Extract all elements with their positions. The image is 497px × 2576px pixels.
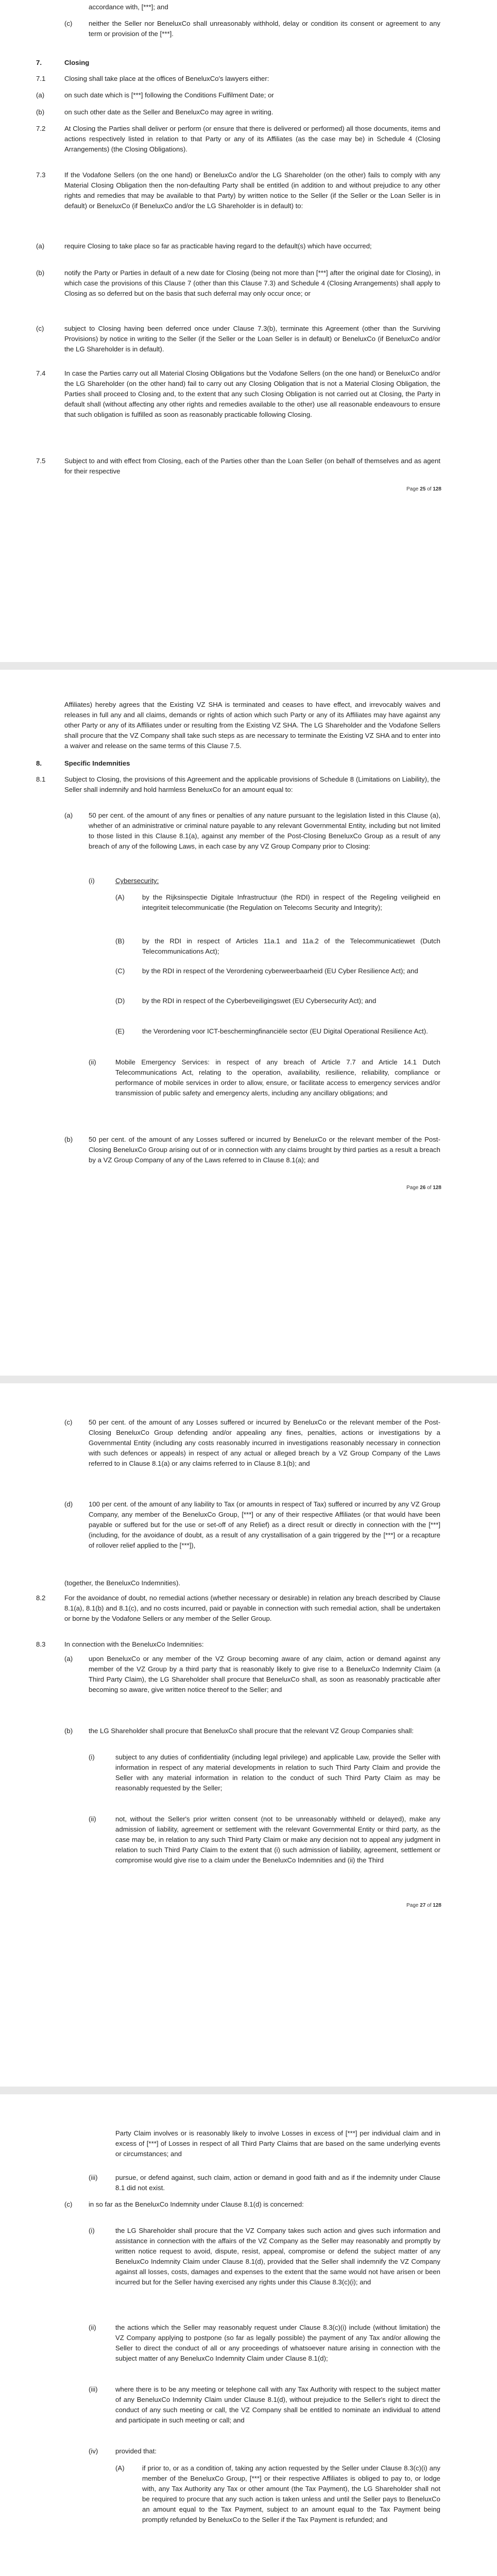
- clause-8-3-c-iii: (iii) where there is to be any meeting or telephone call with any Tax Authority with respect to the subject matter of any BeneluxCo Indemnity Claim under Clause 8.1(d), without prejudice to the Seller's right to direct the conduct of any such meeting or call, the VZ Company shall be entitled to nominate an individual to attend and participate in such meeting or call; and: [89, 2385, 440, 2424]
- section-heading-closing: 7. Closing: [36, 59, 90, 66]
- clause-8-1-a-i: (i) Cybersecurity:: [89, 877, 159, 885]
- cyber-item-A: (A) by the Rijksinspectie Digitale Infrastructuur (the RDI) in respect of the Regeling veiligheid en integriteit telecommunicatie (the Regulation on Telecoms Security and Integrity);: [115, 893, 440, 911]
- clause-7-2: 7.2 At Closing the Parties shall deliver or perform (or ensure that there is delivered or performed) all those documents, items and actions respectively listed in relation to that Party or any of its Affiliates (as the case may be) in Schedule 4 (Closing Arrangements) (the Closing Obligations).: [36, 125, 440, 153]
- section-heading-specific-indemnities: 8. Specific Indemnities: [36, 759, 130, 767]
- clause-8-3-c-i: (i) the LG Shareholder shall procure that the VZ Company takes such action and gives such information and assistance in connection with the affairs of the VZ Company as the Seller may reasonably and promptly by written notice request to avoid, dispute, resist, appeal, compromise or defend the subject matter of any BeneluxCo Indemnity Claim under Clause 8.1(d), provided that the Seller shall indemnify the VZ Company against all losses, costs, damages and expenses to the extent that the same would not have arisen or been incurred but for the Seller having exercised any rights under this Clause 8.3(c)(i); and: [89, 2227, 440, 2286]
- clause-8-3-b: (b) the LG Shareholder shall procure that BeneluxCo shall procure that the relevant VZ Group Companies shall:: [64, 1727, 414, 1735]
- clause-7-4: 7.4 In case the Parties carry out all Material Closing Obligations but the Vodafone Sellers (on the one hand) or BeneluxCo and/or the LG Shareholder (on the other hand) fail to carry out any Closing Obligation that is not a Material Closing Obligation, the Parties shall proceed to Closing and, to the extent that any such Closing Obligation is not carried out at Closing, the Party in default shall (without affecting any other rights and remedies available to the other) use all reasonable endeavours to ensure that such obligation is fulfilled as soon as reasonably practicable following Closing.: [36, 369, 440, 418]
- clause-7-5: 7.5 Subject to and with effect from Closing, each of the Parties other than the Loan Seller (on behalf of themselves and as agent for their respective: [36, 457, 440, 475]
- clause-7-1-a: (a) on such date which is [***] following the Conditions Fulfilment Date; or: [36, 91, 274, 99]
- document-page-26: [0, 670, 497, 1376]
- page-footer: Page 27 of 128: [406, 1903, 441, 1908]
- clause-6-tail: accordance with, [***]; and: [89, 3, 168, 11]
- clause-7-1-b: (b) on such other date as the Seller and BeneluxCo may agree in writing.: [36, 108, 273, 116]
- clause-7-3-b: (b) notify the Party or Parties in default of a new date for Closing (being not more than [***] after the original date for Closing), in which case the provisions of this Clause 7 (other than this Clause 7.3) and Schedule 4 (Closing Arrangements) shall apply to Closing as so deferred but on the basis that such deferral may only occur once; or: [36, 269, 440, 297]
- clause-8-1-d: (d) 100 per cent. of the amount of any liability to Tax (or amounts in respect of Tax) suffered or incurred by any VZ Group Company, any member of the BeneluxCo Group, [***] or any of their respective Affiliates (or that would have been payable or suffered but for the use or set-off of any Relief) as a direct result or directly in connection with the [***] (including, for the avoidance of doubt, as a result of any crystallisation of a gain triggered by the [***] or a recapture of rollover relief applied to the [***]),: [64, 1500, 440, 1549]
- clause-7-5-continued: Affiliates) hereby agrees that the Existing VZ SHA is terminated and ceases to have effect, and irrevocably waives and releases in full any and all claims, demands or rights of action which such Party or any of its Affiliates may have against any other Party or any of its Affiliates under or resulting from the Existing VZ SHA. The LG Shareholder and the Vodafone Sellers shall procure that the VZ Company shall take such steps as are necessary to terminate the Existing VZ SHA and to enter into a waiver and release on the same terms of this Clause 7.5.: [64, 701, 440, 750]
- clause-8-3-b-ii-continued: Party Claim involves or is reasonably likely to involve Losses in excess of [***] per individual claim and in excess of [***] of Losses in respect of all Third Party Claims that are based on the same underlying events or circumstances; and: [115, 2129, 440, 2158]
- document-page-28: [0, 2094, 497, 2576]
- clause-8-1-a: (a) 50 per cent. of the amount of any fines or penalties of any nature pursuant to the legislation listed in this Clause (a), whether of an administrative or criminal nature payable to any relevant Governmental Entity, including but not limited to those listed in this Clause 8.1(a), against any member of the Post-Closing BeneluxCo Group as a result of any breach of any of the following Laws, in each case by any VZ Group Company prior to Closing:: [64, 811, 440, 850]
- indemnities-definition: (together, the BeneluxCo Indemnities).: [64, 1579, 181, 1587]
- clause-7-1: 7.1 Closing shall take place at the offices of BeneluxCo's lawyers either:: [36, 75, 269, 82]
- clause-7-3: 7.3 If the Vodafone Sellers (on the one hand) or BeneluxCo and/or the LG Shareholder (on the other) fails to comply with any Material Closing Obligation then the non-defaulting Party shall be entitled (in addition to and without prejudice to any other rights and remedies that may be available to that Party) by written notice to the Seller (if the Seller or the Loan Seller is in default) or BeneluxCo (if BeneluxCo and/or the LG Shareholder is in default) to:: [36, 171, 440, 210]
- clause-8-1-c: (c) 50 per cent. of the amount of any Losses suffered or incurred by BeneluxCo or the relevant member of the Post-Closing BeneluxCo Group defending and/or appealing any fines, penalties, actions or investigations by a Governmental Entity (including any costs reasonably incurred in investigations reasonably necessary in connection with such defences or appeals) in respect of any actual or alleged breach by a VZ Group Company of the Laws referred to in Clause 8.1(a) or any claims referred to in Clause 8.1(b); and: [64, 1418, 440, 1467]
- clause-8-2: 8.2 For the avoidance of doubt, no remedial actions (whether necessary or desirable) in relation any breach described by Clause 8.1(a), 8.1(b) and 8.1(c), and no costs incurred, paid or payable in connection with such remedial action, shall be undertaken or borne by the Vodafone Sellers or any member of the Seller Group.: [36, 1594, 440, 1622]
- clause-8-3-c-ii: (ii) the actions which the Seller may reasonably request under Clause 8.3(c)(i) include (without limitation) the VZ Company applying to postpone (so far as legally possible) the payment of any Tax and/or allowing the Seller to direct the conduct of all or any proceedings of whatsoever nature arising in connection with the subject matter of any BeneluxCo Indemnity Claim under Clause 8.1(d);: [89, 2324, 440, 2362]
- clause-8-3-b-ii: (ii) not, without the Seller's prior written consent (not to be unreasonably withheld or delayed), make any admission of liability, agreement or settlement with the relevant Governmental Entity or third party, as the case may be, in relation to any such Third Party Claim or make any decision not to appeal any judgment in relation to such Third Party Claim to the extent that (i) such admission of liability, agreement, settlement or compromise would give rise to a claim under the BeneluxCo Indemnities and (ii) the Third: [89, 1815, 440, 1864]
- document-page-27: [0, 1383, 497, 2087]
- clause-8-3-b-i: (i) subject to any duties of confidentiality (including legal privilege) and applicable Law, provide the Seller with information in respect of any material developments in relation to such Third Party Claim and provide the Seller with any material information in relation to the conduct of such Third Party Claim as may be reasonably requested by the Seller;: [89, 1753, 440, 1792]
- page-footer: Page 26 of 128: [406, 1185, 441, 1191]
- cyber-item-D: (D) by the RDI in respect of the Cyberbeveiligingswet (EU Cybersecurity Act); and: [115, 997, 376, 1005]
- clause-8-1: 8.1 Subject to Closing, the provisions of this Agreement and the applicable provisions of Schedule 8 (Limitations on Liability), the Seller shall indemnify and hold harmless BeneluxCo for an amount equal to:: [36, 775, 440, 793]
- clause-8-3-b-iii: (iii) pursue, or defend against, such claim, action or demand in good faith and as if the indemnity under Clause 8.1 did not exist.: [89, 2174, 440, 2192]
- cyber-item-C: (C) by the RDI in respect of the Verordening cyberweerbaarheid (EU Cyber Resilience Act); and: [115, 967, 418, 975]
- clause-6-c: (c) neither the Seller nor BeneluxCo shall unreasonably withhold, delay or condition its consent or agreement to any term or provision of the [***].: [64, 20, 440, 38]
- clause-8-1-a-ii: (ii) Mobile Emergency Services: in respect of any breach of Article 7.7 and Article 14.1 Dutch Telecommunications Act, relating to the operation, availability, resilience, reliability, compliance or performance of mobile services in order to allow, ensure, or facilitate access to emergency services and/or transmission of public safety and emergency alerts, including any ancillary obligations; and: [89, 1058, 440, 1097]
- clause-8-1-b: (b) 50 per cent. of the amount of any Losses suffered or incurred by BeneluxCo or the relevant member of the Post-Closing BeneluxCo Group arising out of or in connection with any claims brought by third parties as a result a breach by a VZ Group Company of any of the Laws referred to in Clause 8.1(a); and: [64, 1136, 440, 1164]
- page-footer: Page 25 of 128: [406, 486, 441, 492]
- clause-7-3-a: (a) require Closing to take place so far as practicable having regard to the default(s) which have occurred;: [36, 242, 372, 250]
- document-page-25: [0, 0, 497, 662]
- clause-7-3-c: (c) subject to Closing having been deferred once under Clause 7.3(b), terminate this Agreement (other than the Surviving Provisions) by notice in writing to the Seller (if the Seller or the Loan Seller is in default) or BeneluxCo (if BeneluxCo and/or the LG Shareholder is in default).: [36, 325, 440, 353]
- cyber-item-E: (E) the Verordening voor ICT-beschermingfinanciële sector (EU Digital Operational Resilience Act).: [115, 1027, 428, 1035]
- cyber-item-B: (B) by the RDI in respect of Articles 11a.1 and 11a.2 of the Telecommunicatiewet (Dutch Telecommunications Act);: [115, 937, 440, 955]
- clause-8-3-c-iv: (iv) provided that:: [89, 2447, 157, 2455]
- proviso-A: (A) if prior to, or as a condition of, taking any action requested by the Seller under Clause 8.3(c)(i) any member of the BeneluxCo Group, [***] or their respective Affiliates is obliged to pay to, or lodge with, any Tax Authority any Tax or other amount (the Tax Payment), the LG Shareholder shall not be required to procure that any such action is taken unless and until the Seller pays to BeneluxCo an amount equal to the Tax Payment, subject to an amount equal to the Tax Payment being promptly refunded by BeneluxCo to the Seller if the Tax Payment is refunded; and: [115, 2464, 440, 2523]
- clause-8-3: 8.3 In connection with the BeneluxCo Indemnities:: [36, 1640, 204, 1648]
- clause-8-3-a: (a) upon BeneluxCo or any member of the VZ Group becoming aware of any claim, action or demand against any member of the VZ Group by a third party that is reasonably likely to give rise to a BeneluxCo Indemnity Claim (a Third Party Claim), the LG Shareholder shall procure that BeneluxCo shall, as soon as reasonably practicable after becoming so aware, give written notice thereof to the Seller; and: [64, 1655, 440, 1693]
- clause-8-3-c: (c) in so far as the BeneluxCo Indemnity under Clause 8.1(d) is concerned:: [64, 2200, 304, 2208]
